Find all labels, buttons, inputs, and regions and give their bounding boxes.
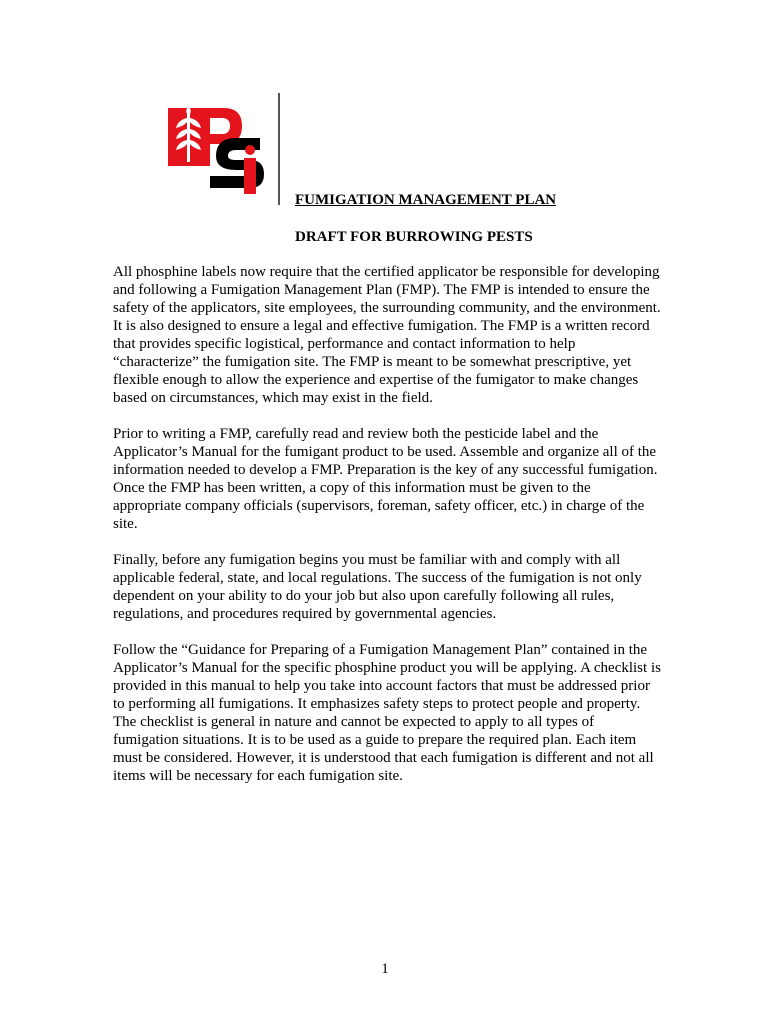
- wheat-stalk: [187, 112, 190, 162]
- wheat-tip: [186, 106, 190, 114]
- paragraph: Finally, before any fumigation begins you must be familiar with and comply with all applicable federal, state, and local regulations. The success of the fumigation is not only dependent on your ability to do your job but also upon carefully following all rules, regulations, and procedures required by governmental agencies.: [113, 552, 642, 622]
- logo-divider: [278, 93, 280, 205]
- company-logo: [166, 98, 266, 198]
- document-body: [113, 263, 661, 803]
- document-subtitle: DRAFT FOR BURROWING PESTS: [295, 229, 533, 245]
- document-title: FUMIGATION MANAGEMENT PLAN: [295, 192, 557, 208]
- page-number: 1: [381, 961, 389, 977]
- paragraph: All phosphine labels now require that the certified applicator be responsible for developing and following a Fumigation Management Plan (FMP). The FMP is intended to ensure the safety of the applicators, site employees, the surrounding community, and the environment. It is also designed to ensure a legal and effective fumigation. The FMP is a written record that provides specific logistical, performance and contact information to help “characterize” the fumigation site. The FMP is meant to be somewhat prescriptive, yet flexible enough to allow the experience and expertise of the fumigator to make changes based on circumstances, which may exist in the field.: [113, 264, 661, 406]
- logo-i-stem: [244, 158, 256, 194]
- paragraph: Follow the “Guidance for Preparing of a Fumigation Management Plan” contained in the Applicator’s Manual for the specific phosphine product you will be applying. A checklist is provided in this manual to help you take into account factors that must be addressed prior to performing all fumigations. It emphasizes safety steps to protect people and property. The checklist is general in nature and cannot be expected to apply to all types of fumigation situations. It is to be used as a guide to prepare the required plan. Each item must be considered. However, it is understood that each fumigation is different and not all items will be necessary for each fumigation site.: [113, 642, 661, 784]
- logo-i-dot: [245, 145, 255, 155]
- paragraph: Prior to writing a FMP, carefully read and review both the pesticide label and the Applicator’s Manual for the fumigant product to be used. Assemble and organize all of the information needed to develop a FMP. Preparation is the key of any successful fumigation. Once the FMP has been written, a copy of this information must be given to the appropriate company officials (supervisors, foreman, safety officer, etc.) in charge of the site.: [113, 426, 658, 532]
